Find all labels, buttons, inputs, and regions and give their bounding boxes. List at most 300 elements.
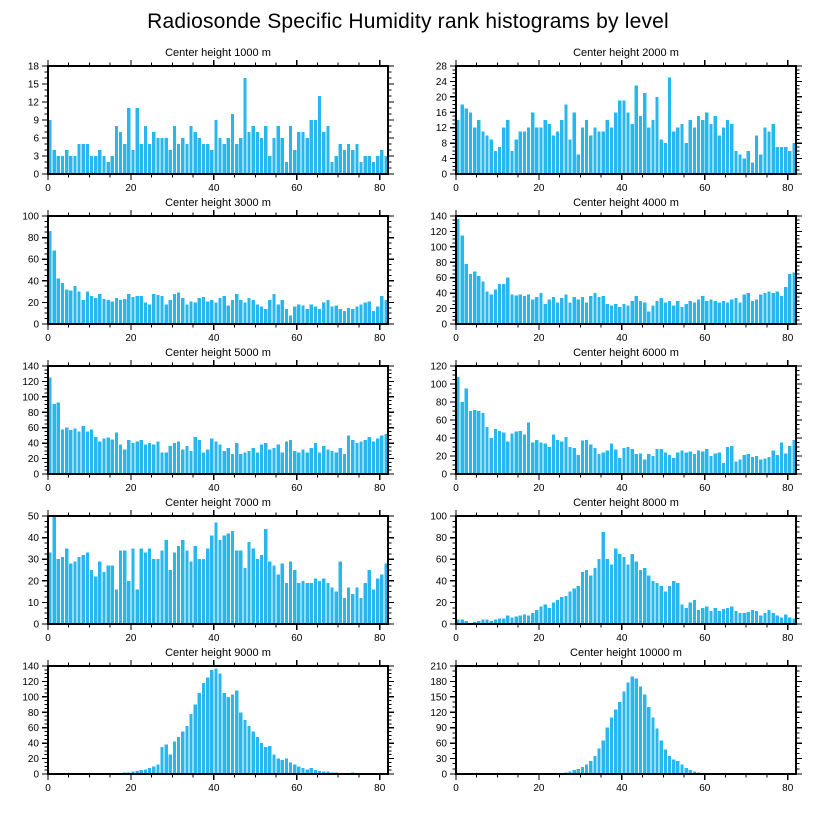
bar: [53, 251, 56, 324]
bar: [473, 410, 476, 474]
x-tick-label: 80: [782, 483, 794, 494]
bar: [573, 297, 576, 324]
bar: [202, 559, 205, 624]
bar: [490, 438, 493, 474]
bar: [289, 440, 292, 474]
x-tick-label: 80: [374, 183, 386, 194]
bar: [198, 440, 201, 474]
bar: [98, 442, 101, 474]
y-tick-label: 18: [27, 61, 39, 73]
bar: [277, 445, 280, 474]
bar: [277, 574, 280, 624]
bar: [655, 729, 658, 774]
bar: [243, 720, 246, 774]
bar: [285, 759, 288, 774]
y-tick-label: 80: [27, 707, 39, 719]
y-tick-label: 90: [435, 723, 447, 735]
histogram-panel-6000m: [408, 342, 816, 492]
bar: [169, 300, 172, 324]
bar: [651, 120, 654, 174]
y-tick-label: 0: [441, 319, 447, 331]
bar: [564, 596, 567, 624]
x-tick-label: 0: [453, 333, 459, 344]
bar: [65, 289, 68, 324]
bar: [223, 693, 226, 774]
bar: [660, 298, 663, 324]
bar: [335, 592, 338, 624]
bar: [339, 448, 342, 474]
bar: [651, 717, 654, 774]
bar: [747, 293, 750, 324]
y-tick-label: 30: [27, 554, 39, 566]
bar: [610, 443, 613, 474]
y-tick-label: 100: [430, 511, 447, 523]
bar: [301, 449, 304, 474]
bar: [260, 445, 263, 474]
bar: [660, 139, 663, 174]
bar: [355, 443, 358, 474]
bar: [743, 455, 746, 474]
x-tick-label: 40: [616, 783, 628, 794]
bar: [544, 605, 547, 624]
y-tick-label: 9: [33, 115, 39, 127]
bar: [568, 592, 571, 624]
bar: [384, 156, 387, 174]
bar: [111, 566, 114, 624]
bar: [239, 712, 242, 774]
bar: [136, 108, 139, 174]
bar: [177, 546, 180, 624]
bar: [498, 147, 501, 174]
y-tick-label: 120: [22, 376, 39, 388]
bar: [156, 442, 159, 474]
bar: [243, 302, 246, 324]
x-tick-label: 40: [208, 483, 220, 494]
bar: [556, 132, 559, 174]
bar: [181, 449, 184, 474]
bar: [227, 138, 230, 174]
x-tick-label: 0: [45, 333, 51, 344]
bar: [714, 116, 717, 174]
chart-grid: [0, 42, 816, 792]
bar: [539, 128, 542, 174]
bar: [618, 554, 621, 624]
bar: [734, 461, 737, 474]
bar: [285, 309, 288, 324]
bar: [639, 301, 642, 324]
bar: [57, 559, 60, 624]
bar: [693, 302, 696, 324]
bar: [685, 452, 688, 474]
x-tick-label: 80: [374, 333, 386, 344]
histogram-panel-7000m: [0, 492, 408, 642]
bar: [573, 112, 576, 174]
bar: [372, 162, 375, 174]
bar: [223, 144, 226, 174]
bar: [639, 687, 642, 774]
bar: [210, 535, 213, 624]
bar: [655, 583, 658, 624]
bar: [69, 291, 72, 324]
bar: [456, 120, 459, 174]
x-tick-label: 80: [374, 483, 386, 494]
bar: [235, 691, 238, 774]
bar: [351, 440, 354, 474]
bar: [730, 446, 733, 474]
bar: [206, 678, 209, 774]
x-tick-label: 80: [374, 783, 386, 794]
bar: [705, 301, 708, 324]
bar: [589, 575, 592, 624]
bar: [368, 570, 371, 624]
bar: [281, 452, 284, 474]
bar: [98, 150, 101, 174]
bar: [148, 443, 151, 474]
bar: [676, 452, 679, 474]
bar: [281, 760, 284, 774]
bar: [502, 433, 505, 474]
bar: [57, 156, 60, 174]
bar: [268, 746, 271, 774]
bar: [664, 749, 667, 774]
bar: [136, 442, 139, 474]
bar: [281, 138, 284, 174]
bar: [523, 132, 526, 174]
bar: [165, 138, 168, 174]
bar: [77, 144, 80, 174]
bar: [618, 458, 621, 474]
bar: [730, 299, 733, 324]
bar: [214, 120, 217, 174]
bar: [676, 761, 679, 774]
bar: [73, 428, 76, 474]
bar: [314, 443, 317, 474]
bar: [639, 570, 642, 624]
bar: [506, 442, 509, 474]
bar: [718, 135, 721, 174]
bar: [272, 448, 275, 474]
bar: [380, 574, 383, 624]
bar: [111, 301, 114, 324]
bar: [515, 432, 518, 474]
y-tick-label: 0: [441, 469, 447, 481]
plot-frame: [456, 516, 796, 624]
bar: [301, 768, 304, 774]
bar: [227, 306, 230, 324]
bar: [330, 162, 333, 174]
y-tick-label: 0: [33, 769, 39, 781]
y-tick-label: 60: [435, 554, 447, 566]
bar: [714, 608, 717, 624]
bar: [177, 737, 180, 774]
bar: [119, 132, 122, 174]
bar: [355, 587, 358, 624]
bar: [376, 307, 379, 324]
bar: [655, 97, 658, 174]
y-tick-label: 120: [430, 226, 447, 238]
bar: [535, 128, 538, 174]
bar: [218, 445, 221, 474]
bar: [173, 294, 176, 324]
bar: [792, 143, 795, 174]
bars: [456, 219, 795, 324]
bar: [568, 302, 571, 324]
x-tick-label: 20: [125, 333, 137, 344]
bar: [339, 144, 342, 174]
y-tick-label: 80: [27, 407, 39, 419]
x-tick-label: 20: [533, 333, 545, 344]
bar: [310, 448, 313, 474]
bar: [597, 132, 600, 174]
bar: [618, 101, 621, 174]
bar: [82, 144, 85, 174]
x-tick-label: 40: [208, 183, 220, 194]
bar: [556, 600, 559, 624]
bar: [614, 450, 617, 474]
y-tick-label: 8: [441, 138, 447, 150]
bar: [53, 516, 56, 624]
bar: [247, 451, 250, 474]
bar: [136, 589, 139, 624]
bar: [560, 442, 563, 474]
x-tick-label: 20: [125, 783, 137, 794]
bars: [48, 378, 387, 474]
bar: [127, 440, 130, 474]
bar: [581, 128, 584, 174]
bar: [494, 429, 497, 474]
y-tick-label: 6: [33, 133, 39, 145]
bar: [564, 437, 567, 474]
bars: [111, 668, 380, 774]
bar: [372, 589, 375, 624]
x-tick-label: 60: [699, 333, 711, 344]
bar: [252, 548, 255, 624]
x-tick-label: 60: [291, 783, 303, 794]
bar: [326, 583, 329, 624]
bar: [602, 741, 605, 774]
bar: [743, 159, 746, 174]
bar: [107, 566, 110, 624]
bar: [297, 132, 300, 174]
y-tick-label: 80: [27, 233, 39, 245]
bar: [247, 298, 250, 324]
bar: [94, 298, 97, 324]
bar: [77, 292, 80, 324]
bar: [343, 598, 346, 624]
bar: [335, 452, 338, 474]
bar: [485, 135, 488, 174]
bar: [668, 301, 671, 324]
bar: [738, 155, 741, 174]
bar: [140, 440, 143, 474]
x-tick-label: 60: [291, 183, 303, 194]
bar: [519, 295, 522, 324]
bar: [660, 586, 663, 624]
bar: [647, 707, 650, 774]
bar: [144, 302, 147, 324]
bar: [156, 765, 159, 774]
bar: [202, 452, 205, 474]
bar: [680, 307, 683, 324]
bar: [602, 452, 605, 474]
bar: [347, 308, 350, 324]
bar: [626, 447, 629, 474]
bar: [714, 301, 717, 324]
bar: [788, 151, 791, 174]
bar: [119, 551, 122, 624]
bar: [780, 443, 783, 475]
y-tick-label: 0: [33, 319, 39, 331]
bar: [734, 151, 737, 174]
bar: [515, 616, 518, 624]
bar: [355, 307, 358, 324]
bar: [722, 128, 725, 174]
bar: [622, 448, 625, 474]
bar: [552, 434, 555, 474]
bar: [206, 449, 209, 474]
bar: [314, 120, 317, 174]
bar: [189, 561, 192, 624]
bar: [531, 613, 534, 624]
bar: [519, 132, 522, 174]
x-tick-label: 0: [45, 633, 51, 644]
bar: [589, 761, 592, 774]
bar: [738, 460, 741, 474]
bar: [597, 297, 600, 324]
bar: [631, 554, 634, 624]
bar: [602, 296, 605, 324]
bar: [759, 460, 762, 474]
bar: [635, 296, 638, 324]
bar: [548, 447, 551, 474]
bar: [751, 610, 754, 624]
bar: [593, 568, 596, 624]
bar: [65, 548, 68, 624]
bar: [701, 452, 704, 475]
bar: [602, 132, 605, 174]
y-tick-label: 80: [435, 257, 447, 269]
bar: [252, 300, 255, 324]
bar: [763, 613, 766, 624]
bar: [152, 559, 155, 624]
bar: [680, 765, 683, 774]
bar: [335, 156, 338, 174]
y-tick-label: 140: [22, 361, 39, 373]
bar: [256, 559, 259, 624]
bar: [326, 449, 329, 474]
y-tick-label: 100: [22, 392, 39, 404]
histogram-panel-2000m: [408, 42, 816, 192]
bar: [198, 138, 201, 174]
subplot-title: Center height 10000 m: [570, 647, 682, 659]
y-tick-label: 120: [22, 676, 39, 688]
y-tick-label: 40: [435, 576, 447, 588]
y-tick-label: 60: [27, 723, 39, 735]
bar: [61, 429, 64, 474]
bar: [194, 437, 197, 474]
bar: [697, 299, 700, 324]
bar: [552, 602, 555, 624]
bar: [655, 449, 658, 474]
bar: [260, 307, 263, 324]
y-tick-label: 140: [430, 211, 447, 223]
bar: [767, 292, 770, 324]
bar: [714, 453, 717, 474]
bar: [767, 610, 770, 624]
bar: [718, 452, 721, 474]
y-tick-label: 0: [441, 619, 447, 631]
bar: [277, 759, 280, 774]
bar: [368, 156, 371, 174]
bar: [672, 132, 675, 174]
y-tick-label: 100: [22, 211, 39, 223]
y-tick-label: 120: [430, 707, 447, 719]
bar: [156, 138, 159, 174]
bar: [214, 522, 217, 624]
bar: [123, 299, 126, 324]
bars: [456, 532, 795, 624]
bar: [705, 449, 708, 474]
bar: [519, 431, 522, 474]
y-tick-label: 60: [435, 415, 447, 427]
bar: [597, 454, 600, 474]
bar: [364, 302, 367, 324]
bar: [792, 440, 795, 474]
bar: [643, 460, 646, 474]
y-tick-label: 40: [435, 433, 447, 445]
bar: [751, 457, 754, 474]
x-tick-label: 60: [699, 783, 711, 794]
x-tick-label: 60: [699, 633, 711, 644]
bar: [651, 581, 654, 624]
bar: [268, 561, 271, 624]
bar: [264, 309, 267, 324]
bar: [631, 676, 634, 774]
plot-frame: [48, 666, 388, 774]
bar: [614, 548, 617, 624]
bar: [560, 120, 563, 174]
bar: [747, 454, 750, 474]
bar: [131, 297, 134, 324]
bar: [664, 143, 667, 174]
bar: [485, 427, 488, 474]
histogram-svg-6: [0, 492, 408, 642]
bar: [351, 594, 354, 624]
bar: [685, 304, 688, 324]
bar: [494, 289, 497, 324]
x-tick-label: 40: [208, 633, 220, 644]
bar: [123, 144, 126, 174]
bar: [461, 235, 464, 324]
y-tick-label: 40: [435, 288, 447, 300]
bar: [235, 551, 238, 624]
bar: [185, 551, 188, 624]
bar: [523, 614, 526, 624]
y-tick-label: 60: [27, 423, 39, 435]
histogram-svg-1: [408, 42, 816, 192]
bar: [593, 128, 596, 174]
bar: [618, 307, 621, 324]
bar: [202, 683, 205, 774]
bar: [48, 120, 51, 174]
bar: [364, 156, 367, 174]
y-tick-label: 100: [430, 242, 447, 254]
bar: [792, 272, 795, 324]
bar: [506, 615, 509, 624]
subplot-title: Center height 8000 m: [573, 497, 679, 509]
bar: [82, 555, 85, 624]
y-tick-label: 20: [27, 754, 39, 766]
